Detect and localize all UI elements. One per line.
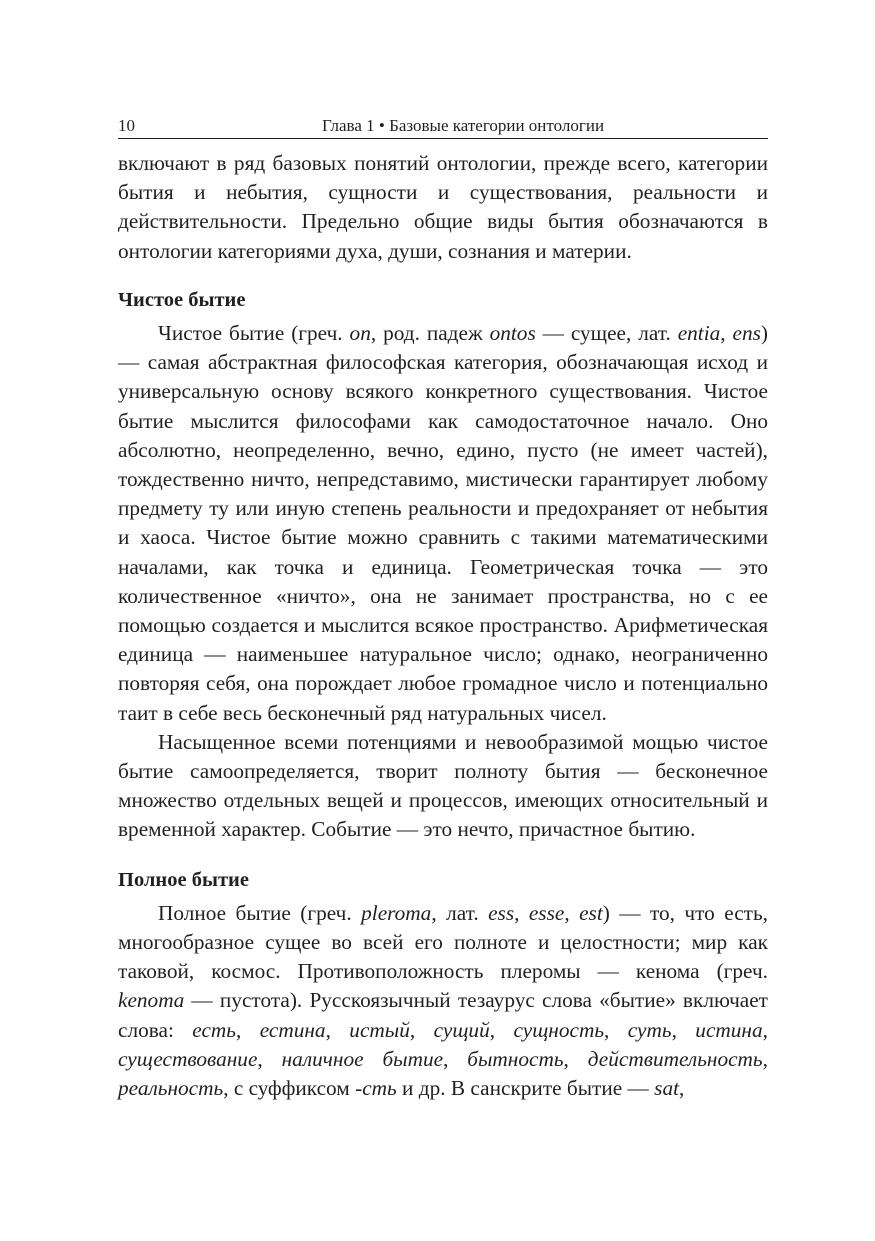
text-run: , — [762, 1046, 768, 1071]
italic-term: есть — [192, 1017, 236, 1042]
text-run: , — [564, 900, 580, 925]
text-run: ) — то, что есть, многообразное сущее во всей его полноте и целостности; мир как таковой, космос. Противоположность плеромы — кенома (греч. — [118, 900, 769, 984]
text-run: , — [409, 1017, 434, 1042]
italic-term: существование — [118, 1046, 258, 1071]
italic-term: ontos — [489, 321, 536, 346]
italic-term: сущность — [513, 1017, 605, 1042]
book-page — [118, 110, 768, 1103]
pure-being-paragraph-1 — [118, 319, 768, 728]
text-run: , — [257, 1046, 282, 1071]
text-run: , — [443, 1046, 468, 1071]
pure-being-paragraph-2: Насыщенное всеми потенциями и невообразимой мощью чистое бытие самоопределяется, творит полноту бытия — бесконечное множество отдельных вещей и процессов, имеющих относительный и временной характер. Событие — это нечто, причастное бытию. — [118, 729, 768, 842]
italic-term: наличное бытие — [281, 1046, 444, 1071]
page-number: 10 — [118, 116, 135, 135]
italic-term: est — [579, 900, 603, 925]
text-run: , — [671, 1017, 696, 1042]
text-run: , — [679, 1076, 685, 1101]
page-content — [118, 149, 768, 1103]
text-run: ) — самая абстрактная философская категория, обозначающая исход и универсальную основу всякого конкретного существования. Чистое бытие мыслится философами как самодостаточное начало. Оно абсолютно, неопределенно, вечно, едино, пусто (не имеет частей), тождественно ничто, непредставимо, мистически гарантирует любому предмету ту или иную степень реальности и предохраняет от небытия и хаоса. Чистое бытие можно сравнить с такими математическими началами, как точка и единица. Геометрическая точка — это количественное «ничто», она не занимает пространства, но с ее помощью создается и мыслится всякое пространство. Арифметическая единица — наименьшее натуральное число; однако, неограниченно повторяя себя, она порождает любое громадное число и потенциально таит в себе весь бесконечный ряд натуральных чисел. — [118, 321, 768, 725]
section-heading-full-being: Полное бытие — [118, 868, 249, 891]
italic-term: sat — [654, 1076, 680, 1101]
text-run: , — [514, 900, 529, 925]
full-being-paragraph-1 — [118, 899, 768, 1103]
text-run: , лат. — [431, 900, 489, 925]
text-run: , с суффиксом - — [223, 1076, 363, 1101]
italic-term: бытность — [467, 1046, 564, 1071]
italic-term: сущий — [433, 1017, 490, 1042]
italic-term: суть — [627, 1017, 672, 1042]
text-run: , — [762, 1017, 768, 1042]
text-run: и др. В санскрите бытие — — [396, 1076, 655, 1101]
section-heading-pure-being: Чистое бытие — [118, 288, 246, 311]
italic-term: kenoma — [118, 988, 185, 1013]
intro-paragraph: включают в ряд базовых понятий онтологии, прежде всего, категории бытия и небытия, сущности и существования, реальности и действительности. Предельно общие виды бытия обозначаются в онтологии категориями духа, души, сознания и материи. — [118, 151, 768, 263]
text-run: , — [563, 1046, 588, 1071]
italic-term: pleroma — [361, 900, 432, 925]
italic-term: сть — [362, 1076, 397, 1101]
italic-term: on — [349, 321, 371, 346]
text-run: , — [604, 1017, 628, 1042]
running-title: Глава 1 • Базовые категории онтологии — [321, 116, 605, 135]
italic-term: реальность — [118, 1076, 224, 1101]
italic-term: естина — [259, 1017, 326, 1042]
text-run: , — [235, 1017, 260, 1042]
running-head — [118, 110, 768, 139]
italic-term: действительность — [587, 1046, 763, 1071]
italic-term: ess — [488, 900, 515, 925]
text-run: , — [489, 1017, 514, 1042]
text-run: Чистое бытие (греч. — [158, 321, 350, 346]
text-run: , род. падеж — [370, 321, 490, 346]
italic-term: entia — [677, 321, 721, 346]
text-run: — пустота). Русскоязычный тезаурус слова «бытие» включает слова: — [118, 988, 768, 1042]
text-run: Полное бытие (греч. — [158, 900, 362, 925]
text-run: , — [325, 1017, 350, 1042]
italic-term: esse — [528, 900, 565, 925]
text-run: — сущее, лат. — [535, 321, 678, 346]
italic-term: истина — [695, 1017, 763, 1042]
text-run: , — [720, 321, 733, 346]
italic-term: истый — [349, 1017, 410, 1042]
italic-term: ens — [732, 321, 761, 346]
